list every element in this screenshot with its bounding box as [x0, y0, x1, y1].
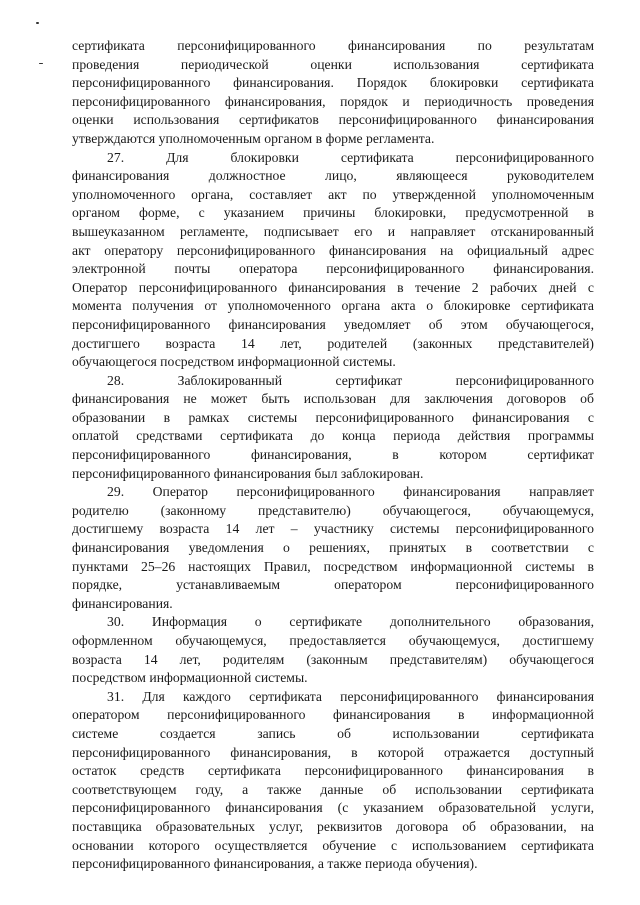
text-line: остаток средств сертификата персонифицированного финансирования в: [72, 763, 594, 779]
text-line: основании которого осуществляется обучение с использованием сертификата: [72, 837, 594, 853]
text-line: оплатой средствами сертификата до конца периода действия программы: [72, 428, 594, 444]
text-line: момента получения от уполномоченного органа акта о блокировке сертификата: [72, 298, 594, 314]
text-line: финансирования не может быть использован для заключения договоров об: [72, 391, 594, 407]
text-line: финансирования должностное лицо, являющееся руководителем: [72, 168, 594, 184]
text-line: утверждаются уполномоченным органом в форме регламента.: [72, 130, 435, 146]
text-line: оформленном обучающемуся, предоставляется обучающемуся, достигшему: [72, 633, 594, 648]
numbered-item-first-line: 27. Для блокировки сертификата персонифицированного: [107, 149, 594, 165]
text-line: возраста 14 лет, родителям (законным представителям) обучающегося: [72, 651, 594, 667]
text-line: персонифицированного финансирования уведомляет об этом обучающегося,: [72, 316, 594, 332]
text-line: посредством информационной системы.: [72, 670, 308, 686]
text-line: финансирования уведомления о решениях, принятых в соответствии с: [72, 540, 594, 556]
text-line: вышеуказанном регламенте, подписывает его и направляет отсканированный: [72, 223, 594, 239]
text-line: соответствующем году, а также данные об использовании сертификата: [72, 781, 594, 797]
text-line: персонифицированного финансирования. Порядок блокировки сертификата: [72, 75, 594, 91]
text-line: персонифицированного финансирования, в которой отражается доступный: [72, 744, 594, 760]
numbered-item-first-line: 28. Заблокированный сертификат персонифицированного: [107, 372, 594, 388]
scan-artifact: [39, 63, 43, 64]
text-line: персонифицированного финансирования был заблокирован.: [72, 465, 424, 481]
text-line: пунктами 25–26 настоящих Правил, посредством информационной системы в: [72, 558, 594, 574]
numbered-item-first-line: 29. Оператор персонифицированного финансирования направляет: [107, 484, 594, 500]
text-line: оператором персонифицированного финансирования в информационной: [72, 707, 594, 723]
text-line: обучающегося посредством информационной системы.: [72, 354, 396, 370]
text-line: системе создается запись об использовании сертификата: [72, 725, 594, 741]
numbered-item-first-line: 31. Для каждого сертификата персонифицированного финансирования: [107, 688, 594, 704]
text-line: порядке, устанавливаемым оператором персонифицированного: [72, 577, 594, 593]
text-line: персонифицированного финансирования, в котором сертификат: [72, 447, 594, 463]
text-line: оценки использования сертификатов персонифицированного финансирования: [72, 112, 594, 128]
text-line: достигшему возраста 14 лет – участнику системы персонифицированного: [72, 521, 594, 537]
text-line: родителю (законному представителю) обучающегося, обучающемуся,: [72, 502, 594, 518]
text-line: Оператор персонифицированного финансирования в течение 2 рабочих дней с: [72, 279, 594, 295]
text-line: персонифицированного финансирования (с указанием образовательной услуги,: [72, 800, 594, 816]
text-line: акт оператору персонифицированного финансирования на официальный адрес: [72, 242, 594, 258]
text-line: сертификата персонифицированного финансирования по результатам: [72, 38, 594, 53]
text-line: электронной почты оператора персонифицированного финансирования.: [72, 261, 594, 277]
scan-artifact: [36, 22, 39, 24]
numbered-item-first-line: 30. Информация о сертификате дополнительного образования,: [107, 614, 594, 630]
text-line: поставщика образовательных услуг, реквизитов договора об образовании, на: [72, 818, 594, 834]
text-line: проведения периодической оценки использования сертификата: [72, 56, 594, 72]
document-body: [72, 37, 594, 874]
text-line: персонифицированного финансирования, а также периода обучения).: [72, 856, 478, 872]
text-line: органом форме, с указанием причины блокировки, предусмотренной в: [72, 205, 594, 221]
text-line: уполномоченного органа, составляет акт по утвержденной уполномоченным: [72, 186, 594, 202]
text-line: финансирования.: [72, 595, 173, 611]
text-line: персонифицированного финансирования, порядок и периодичность проведения: [72, 93, 594, 109]
text-line: достигшего возраста 14 лет, родителей (законных представителей): [72, 335, 594, 351]
text-line: образовании в рамках системы персонифицированного финансирования с: [72, 409, 594, 425]
